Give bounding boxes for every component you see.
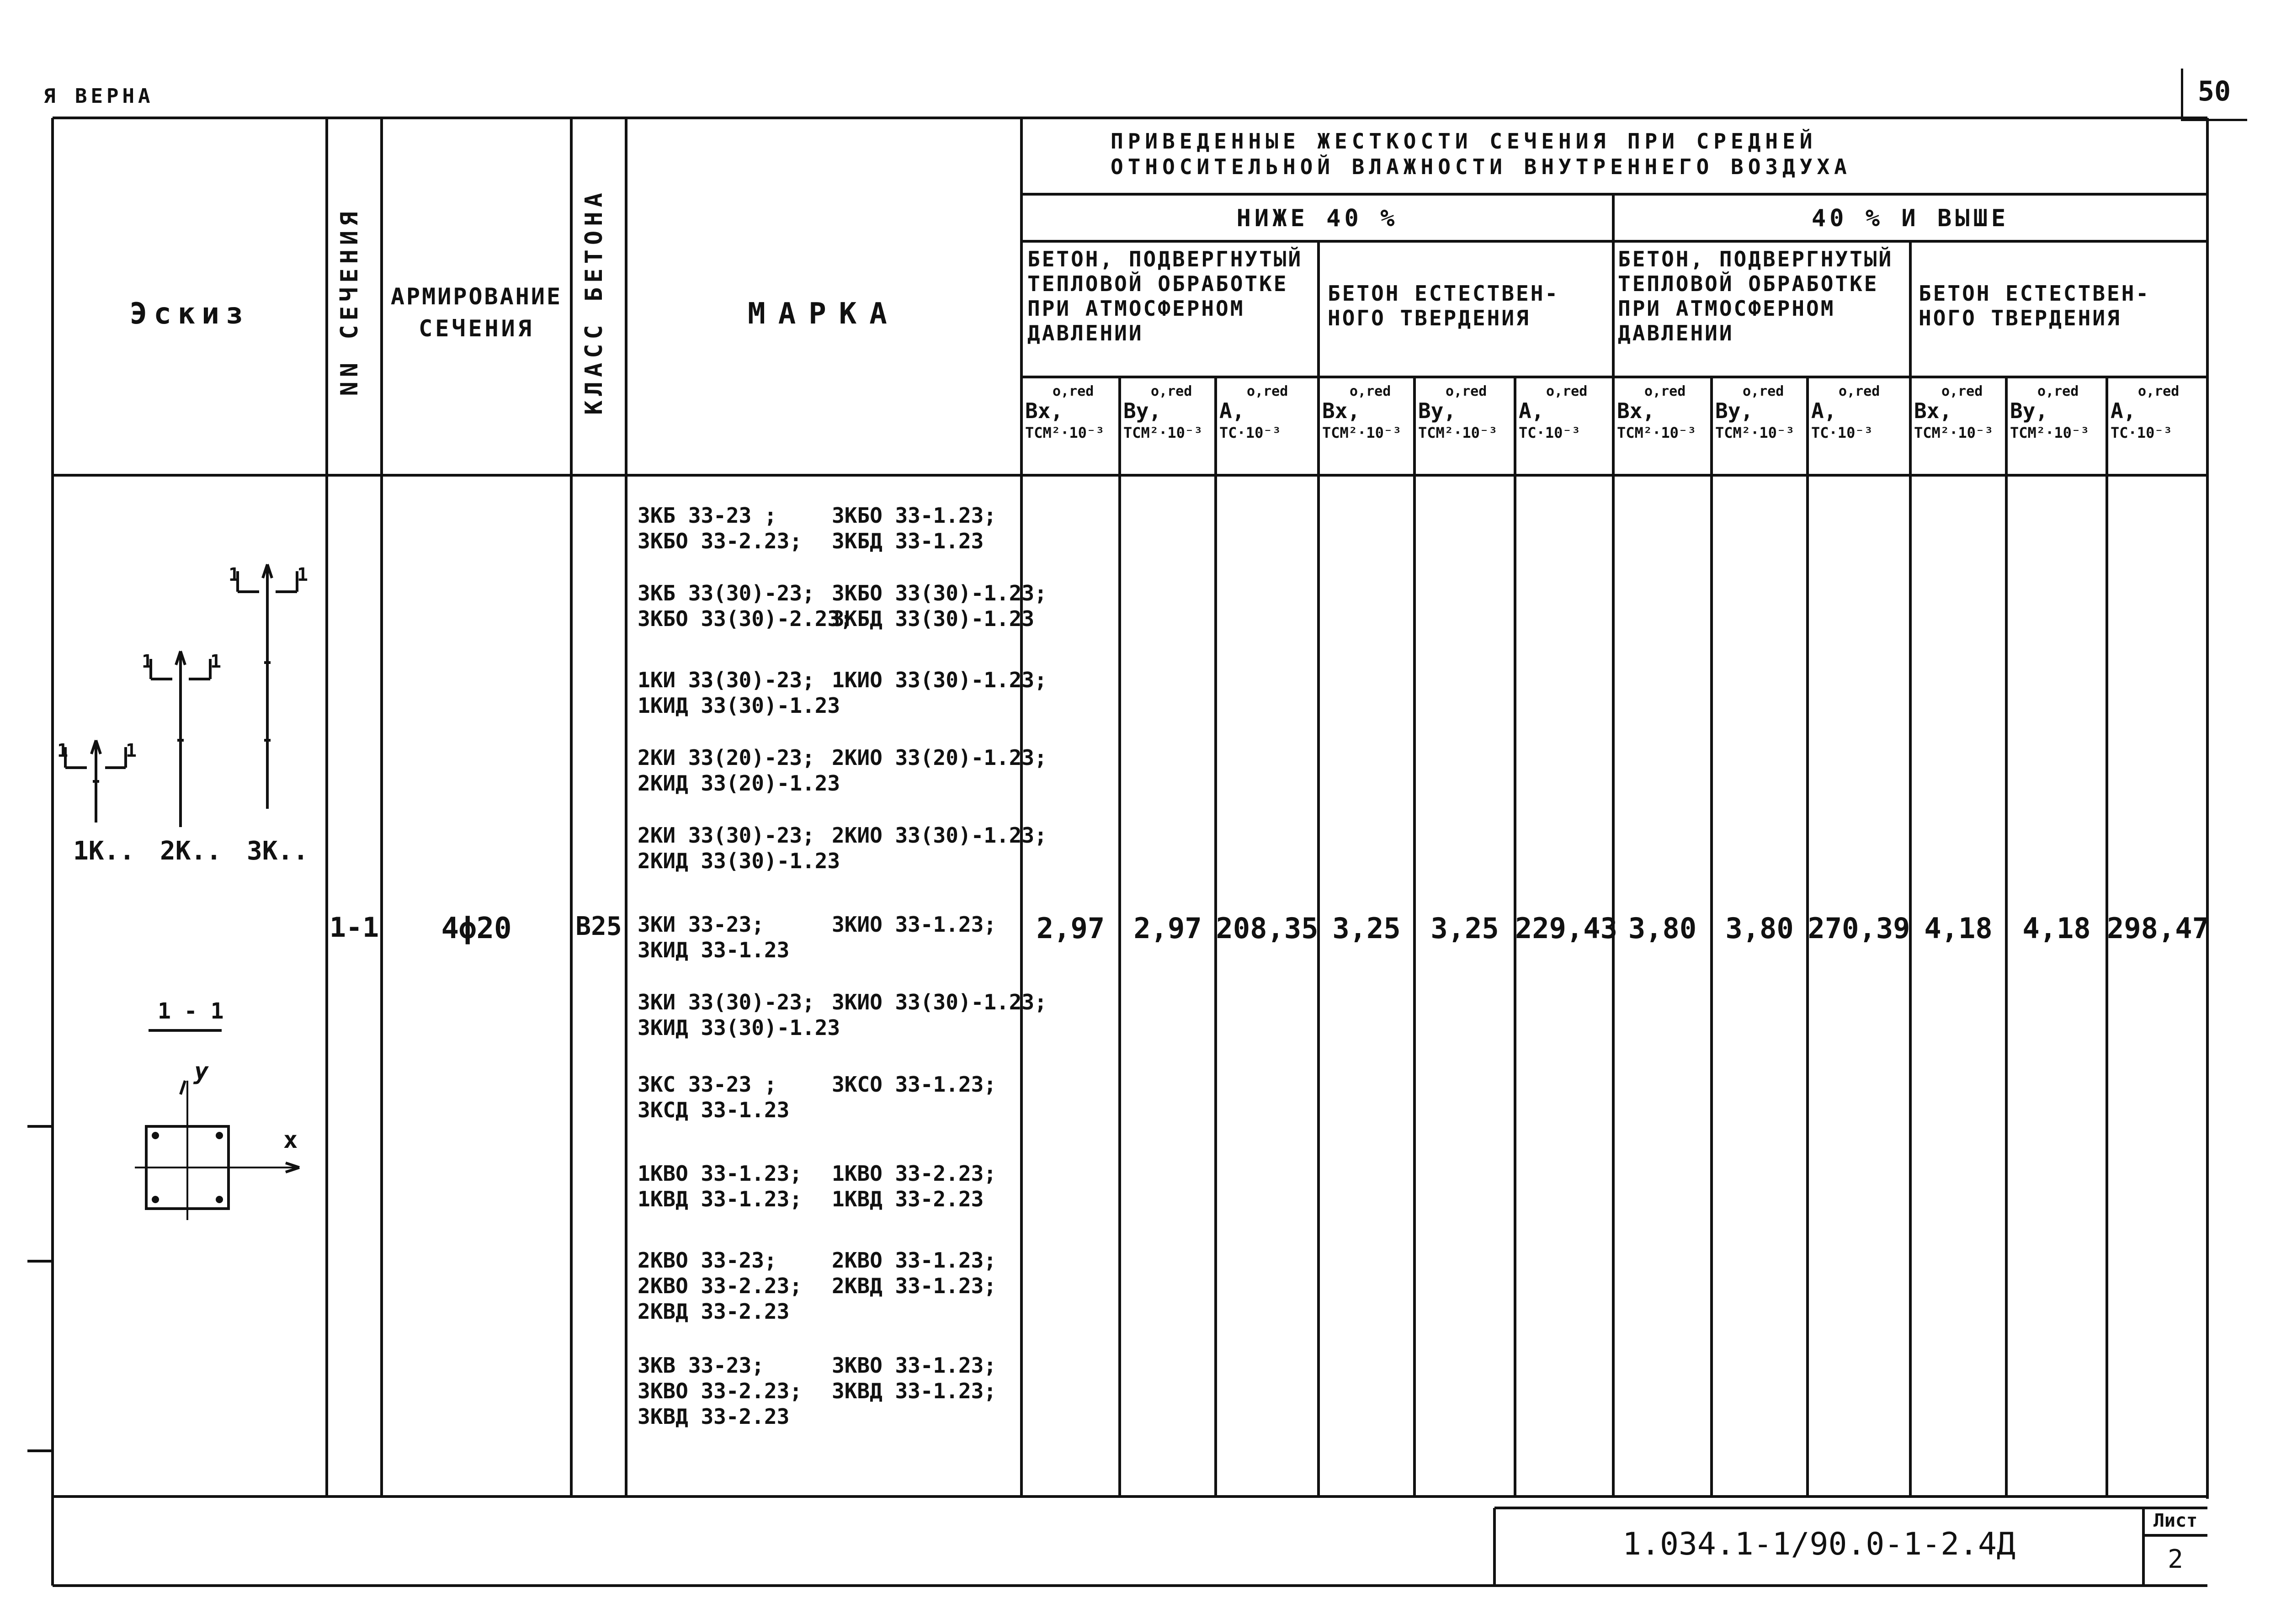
row-reinforcement: 4ϕ20 (441, 912, 512, 945)
mark-item: 3КИО 33-1.23; (832, 912, 997, 937)
mark-item: 1КВО 33-2.23; (832, 1161, 997, 1186)
section-label: 1 - 1 (158, 998, 224, 1024)
header-below-40: НИЖЕ 40 % (1236, 205, 1398, 232)
sub-column-unit: ТСМ²·10⁻³ (1418, 424, 1498, 441)
sub-column-unit: ТСМ²·10⁻³ (1123, 424, 1203, 441)
mark-item: 3КИД 33(30)-1.23 (638, 1015, 840, 1040)
mark-item: 2КИ 33(20)-23; (638, 745, 815, 770)
sub-column-superscript: o,red (2037, 383, 2079, 399)
header-reinforcement-2: СЕЧЕНИЯ (419, 315, 534, 342)
stiffness-value: 229,43 (1515, 912, 1617, 945)
sketch-label-3k: 3К.. (247, 836, 308, 866)
mark-item: 3КИО 33(30)-1.23; (832, 990, 1047, 1014)
sub-column-header (1418, 384, 1513, 443)
mark-item: 3КС 33-23 ; (638, 1072, 777, 1097)
sub-column-superscript: o,red (1839, 383, 1880, 399)
mark-item: 3КБО 33-2.23; (638, 529, 803, 553)
mark-item: 2КВО 33-2.23; (638, 1274, 803, 1298)
mark-item: 3КБД 33(30)-1.23 (832, 606, 1035, 631)
row-concrete-class: В25 (575, 912, 622, 941)
row-section-no: 1-1 (329, 912, 379, 944)
header-concrete-natural-2 (1919, 281, 2150, 330)
mark-item: 3КИД 33-1.23 (638, 938, 790, 962)
sub-column-symbol: Bx, (1322, 398, 1361, 423)
sub-column-superscript: o,red (2138, 383, 2180, 399)
mark-item: 3КБД 33-1.23 (832, 529, 984, 553)
mark-item: 3КБО 33(30)-1.23; (832, 581, 1047, 605)
concrete-heat-line-1: БЕТОН, ПОДВЕРГНУТЫЙ (1027, 247, 1303, 271)
mark-item: 1КИО 33(30)-1.23; (832, 668, 1047, 692)
stiffness-value: 2,97 (1133, 912, 1202, 945)
sub-column-symbol: Bx, (1025, 398, 1063, 423)
sub-column-header (1617, 384, 1710, 443)
sub-column-unit: ТС·10⁻³ (1219, 424, 1281, 441)
concrete-heat-line-2: ТЕПЛОВОЙ ОБРАБОТКЕ (1618, 271, 1879, 296)
sub-column-unit: ТС·10⁻³ (2111, 424, 2172, 441)
sub-column-superscript: o,red (1941, 383, 1983, 399)
sketch-tick-label-2k-left: 1 (142, 651, 153, 672)
sub-column-unit: ТС·10⁻³ (1519, 424, 1580, 441)
header-concrete-class: КЛАСС БЕТОНА (580, 188, 608, 415)
sub-column-header (1715, 384, 1806, 443)
sketch-tick-label-2k-right: 1 (210, 651, 222, 672)
sub-column-superscript: o,red (1350, 383, 1391, 399)
concrete-heat-line-3: ПРИ АТМОСФЕРНОМ (1618, 296, 1835, 321)
mark-item: 3КВД 33-2.23 (638, 1404, 790, 1429)
mark-item: 3КВД 33-1.23; (832, 1379, 997, 1403)
stiffness-value: 3,80 (1725, 912, 1794, 945)
stiffness-value: 298,47 (2107, 912, 2209, 945)
sheet-label: Лист (2153, 1510, 2198, 1531)
sub-column-unit: ТСМ²·10⁻³ (1025, 424, 1105, 441)
axis-x-label: x (283, 1126, 298, 1154)
stiffness-value: 4,18 (2022, 912, 2091, 945)
sub-column-symbol: Bx, (1914, 398, 1952, 423)
mark-item: 3КСО 33-1.23; (832, 1072, 997, 1097)
header-concrete-heat-2 (1618, 247, 1893, 345)
mark-item: 2КИО 33(30)-1.23; (832, 823, 1047, 848)
stiffness-value: 3,80 (1628, 912, 1697, 945)
mark-item: 1КВД 33-2.23 (832, 1187, 984, 1211)
header-reinforcement-1: АРМИРОВАНИЕ (390, 283, 563, 310)
sub-column-symbol: A, (2111, 398, 2136, 423)
sub-column-superscript: o,red (1644, 383, 1686, 399)
mark-item: 2КВО 33-1.23; (832, 1248, 997, 1273)
sub-column-header (1322, 384, 1413, 443)
sub-column-superscript: o,red (1151, 383, 1192, 399)
mark-item: 3КИ 33(30)-23; (638, 990, 815, 1014)
mark-item: 3КБ 33-23 ; (638, 503, 777, 528)
sub-column-header (2111, 384, 2206, 443)
mark-item: 3КБО 33(30)-2.23; (638, 606, 853, 631)
stiffness-value: 3,25 (1430, 912, 1499, 945)
mark-item: 3КБО 33-1.23; (832, 503, 997, 528)
axis-y-label: y (194, 1058, 209, 1085)
mark-item: 1КИ 33(30)-23; (638, 668, 815, 692)
header-sketch: Эскиз (129, 297, 250, 331)
mark-item: 2КИ 33(30)-23; (638, 823, 815, 848)
stiffness-value: 3,25 (1332, 912, 1401, 945)
mark-item: 3КВ 33-23; (638, 1353, 764, 1378)
stiffness-value: 4,18 (1924, 912, 1993, 945)
stiffness-value: 208,35 (1216, 912, 1319, 945)
header-concrete-natural-1 (1328, 281, 1559, 330)
mark-item: 2КИД 33(30)-1.23 (638, 849, 840, 873)
sketch-label-1k: 1К.. (73, 836, 135, 866)
mark-item: 2КИД 33(20)-1.23 (638, 771, 840, 796)
sub-column-symbol: A, (1519, 398, 1544, 423)
concrete-natural-line-2: НОГО ТВЕРДЕНИЯ (1328, 306, 1531, 330)
sub-column-superscript: o,red (1446, 383, 1487, 399)
concrete-heat-line-2: ТЕПЛОВОЙ ОБРАБОТКЕ (1027, 271, 1288, 296)
sub-column-header (1519, 384, 1611, 443)
concrete-heat-line-4: ДАВЛЕНИИ (1618, 321, 1734, 345)
mark-item: 2КВД 33-1.23; (832, 1274, 997, 1298)
sheet-number: 2 (2168, 1544, 2183, 1574)
page-number: 50 (2197, 75, 2231, 107)
mark-item: 1КВО 33-1.23; (638, 1161, 803, 1186)
sub-column-header (1025, 384, 1118, 443)
sub-column-unit: ТС·10⁻³ (1811, 424, 1873, 441)
sub-column-header (1219, 384, 1317, 443)
sub-column-header (1123, 384, 1214, 443)
sub-column-header (2010, 384, 2105, 443)
sub-column-header (1811, 384, 1909, 443)
concrete-natural-line-1: БЕТОН ЕСТЕСТВЕН- (1328, 281, 1560, 306)
sub-column-symbol: By, (1123, 398, 1162, 423)
concrete-heat-line-3: ПРИ АТМОСФЕРНОМ (1027, 296, 1245, 321)
stiffness-value: 270,39 (1808, 912, 1910, 945)
concrete-heat-line-1: БЕТОН, ПОДВЕРГНУТЫЙ (1618, 247, 1893, 271)
sub-column-superscript: o,red (1247, 383, 1288, 399)
sub-column-superscript: o,red (1053, 383, 1094, 399)
sub-column-symbol: By, (1715, 398, 1754, 423)
mark-item: 1КВД 33-1.23; (638, 1187, 803, 1211)
stiffness-title-1: ПРИВЕДЕННЫЕ ЖЕСТКОСТИ СЕЧЕНИЯ ПРИ СРЕДНЕЙ (1111, 129, 1817, 154)
sketch-tick-label-3k-left: 1 (229, 564, 240, 585)
top-left-note: Я ВЕРНА (43, 85, 154, 108)
mark-item: 3КСД 33-1.23 (638, 1098, 790, 1122)
mark-item: 3КВО 33-1.23; (832, 1353, 997, 1378)
mark-item: 3КВО 33-2.23; (638, 1379, 803, 1403)
sub-column-symbol: A, (1219, 398, 1245, 423)
sub-column-superscript: o,red (1743, 383, 1784, 399)
concrete-heat-line-4: ДАВЛЕНИИ (1027, 321, 1143, 345)
sub-column-symbol: By, (2010, 398, 2048, 423)
header-section-no: NN СЕЧЕНИЯ (336, 207, 363, 396)
mark-item: 2КВО 33-23; (638, 1248, 777, 1273)
sketch-tick-label-3k-right: 1 (297, 564, 308, 585)
sub-column-symbol: By, (1418, 398, 1457, 423)
sub-column-unit: ТСМ²·10⁻³ (1715, 424, 1795, 441)
sketch-tick-label-1k-right: 1 (126, 740, 137, 761)
header-above-40: 40 % И ВЫШЕ (1811, 205, 2010, 232)
stiffness-value: 2,97 (1036, 912, 1105, 945)
mark-item: 3КБ 33(30)-23; (638, 581, 815, 605)
sub-column-symbol: Bx, (1617, 398, 1655, 423)
stiffness-title-2: ОТНОСИТЕЛЬНОЙ ВЛАЖНОСТИ ВНУТРЕННЕГО ВОЗДУХА (1111, 154, 1851, 179)
mark-item: 3КИ 33-23; (638, 912, 764, 937)
concrete-natural-line-1: БЕТОН ЕСТЕСТВЕН- (1919, 281, 2151, 306)
header-concrete-heat-1 (1027, 247, 1303, 345)
header-mark: МАРКА (748, 297, 900, 331)
concrete-natural-line-2: НОГО ТВЕРДЕНИЯ (1919, 306, 2121, 330)
sub-column-unit: ТСМ²·10⁻³ (2010, 424, 2090, 441)
mark-item: 2КИО 33(20)-1.23; (832, 745, 1047, 770)
sub-column-header (1914, 384, 2005, 443)
mark-item: 2КВД 33-2.23 (638, 1299, 790, 1324)
mark-item: 1КИД 33(30)-1.23 (638, 693, 840, 718)
sub-column-unit: ТСМ²·10⁻³ (1617, 424, 1696, 441)
sub-column-symbol: A, (1811, 398, 1837, 423)
sub-column-superscript: o,red (1546, 383, 1588, 399)
sub-column-unit: ТСМ²·10⁻³ (1914, 424, 1994, 441)
sketch-tick-label-1k-left: 1 (57, 740, 69, 761)
doc-code: 1.034.1-1/90.0-1-2.4Д (1622, 1526, 2015, 1562)
sketch-label-2k: 2К.. (160, 836, 222, 866)
sub-column-unit: ТСМ²·10⁻³ (1322, 424, 1402, 441)
